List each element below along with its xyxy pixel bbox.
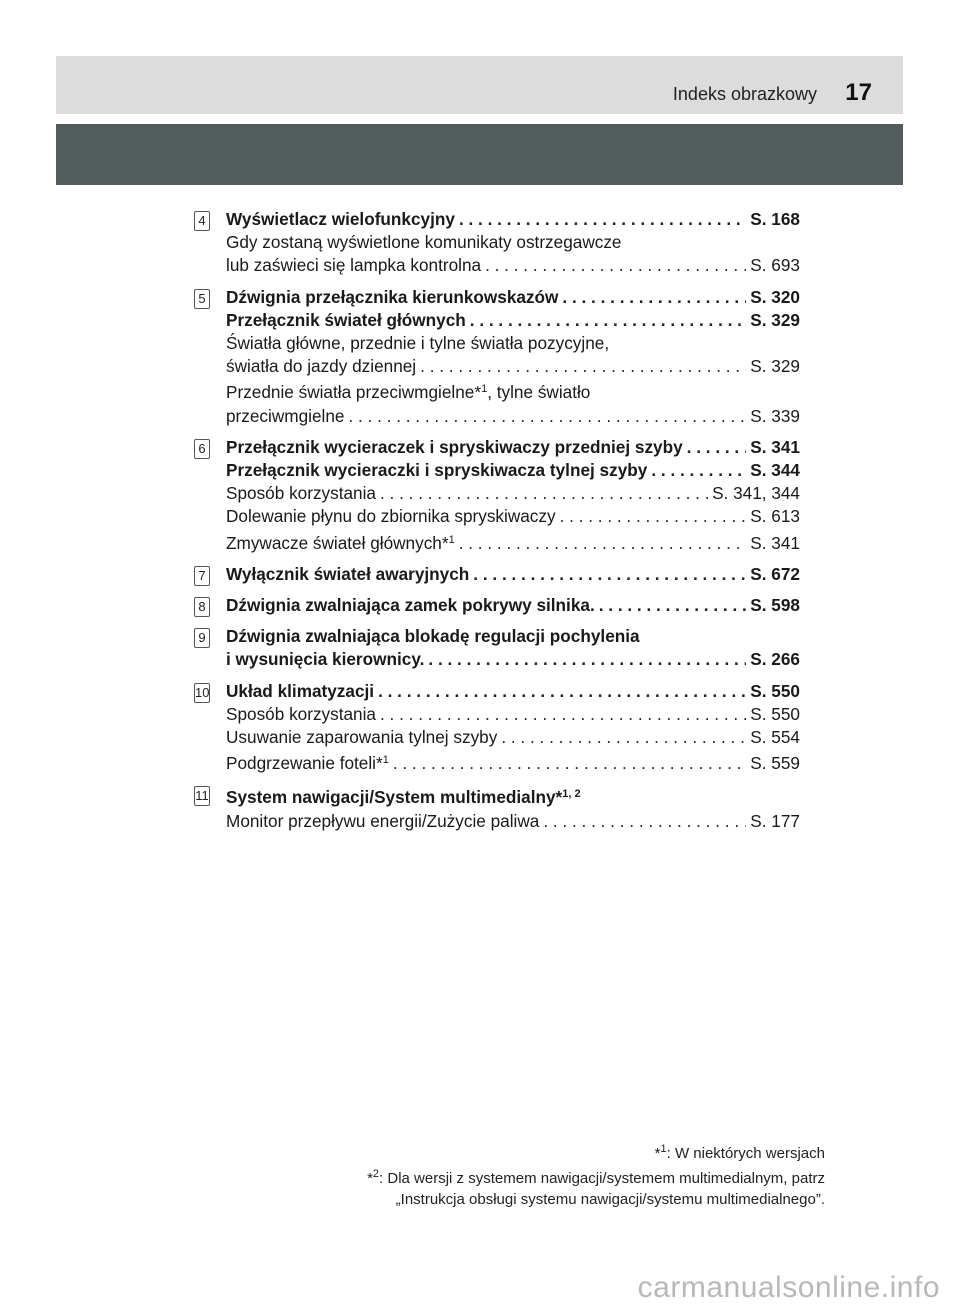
index-line — [226, 254, 800, 277]
index-line — [226, 378, 800, 404]
index-line — [226, 309, 800, 332]
page-reference: S. 339 — [750, 405, 800, 426]
index-line-text: Układ klimatyzacji — [226, 680, 375, 701]
dot-leader — [543, 810, 746, 833]
dot-leader — [651, 459, 746, 482]
page-reference: S. 168 — [750, 209, 800, 229]
entry-number-marker: 9 — [194, 628, 210, 648]
index-line — [226, 231, 800, 254]
index-line-text: i wysunięcia kierownicy. — [226, 649, 425, 670]
page-reference: S. 672 — [750, 563, 800, 584]
index-line-text: Przednie światła przeciwmgielne*$^1$, tylne światło — [226, 382, 591, 403]
index-line — [226, 594, 800, 617]
page-reference: S. 341, 344 — [712, 483, 800, 504]
index-line — [226, 625, 800, 648]
index-line — [226, 703, 800, 726]
entry-number-marker: 6 — [194, 439, 210, 459]
index-line-text: Przełącznik wycieraczek i spryskiwaczy przedniej szyby — [226, 436, 683, 457]
dot-leader — [459, 532, 747, 555]
dot-leader — [501, 726, 746, 749]
index-entry — [190, 680, 800, 776]
entry-number-marker: 4 — [194, 211, 210, 231]
index-line — [226, 783, 800, 809]
footnote-reference: 1, 2 — [562, 788, 581, 801]
page-reference: S. 266 — [750, 649, 800, 670]
entry-number-marker: 11 — [194, 786, 210, 806]
index-line-text: Przełącznik wycieraczki i spryskiwacza tylnej szyby — [226, 460, 648, 481]
index-line-text: Przełącznik świateł głównych — [226, 309, 466, 330]
image-placeholder-band — [56, 124, 903, 185]
footnote-reference: 1 — [448, 533, 455, 546]
index-line-text: przeciwmgielne — [226, 405, 345, 426]
dot-leader — [470, 309, 747, 332]
index-line-text: Światła główne, przednie i tylne światła pozycyjne, — [226, 333, 610, 354]
index-line-text: Sposób korzystania — [226, 483, 376, 504]
footnotes — [367, 1139, 825, 1210]
index-line-text: Wyłącznik świateł awaryjnych — [226, 563, 470, 584]
page-reference: S. 177 — [750, 810, 800, 831]
index-entry — [190, 436, 800, 555]
page-reference: S. 320 — [750, 286, 800, 307]
footnote-2: *$^2$: Dla wersji z systemem nawigacji/systemem multimedialnym, patrz — [367, 1168, 825, 1187]
entry-number-marker: 5 — [194, 289, 210, 309]
index-line-text: Usuwanie zaparowania tylnej szyby — [226, 727, 498, 748]
entry-number-marker: 10 — [194, 683, 210, 703]
index-line — [226, 680, 800, 703]
index-line-text: Monitor przepływu energii/Zużycie paliwa — [226, 810, 540, 831]
index-entry — [190, 563, 800, 586]
page-reference: S. 341 — [750, 436, 800, 457]
index-line-text: Dźwignia zwalniająca blokadę regulacji pochylenia — [226, 626, 640, 647]
page-reference: S. 554 — [750, 727, 800, 748]
index-line — [226, 355, 800, 378]
index-entry — [190, 625, 800, 671]
index-line — [226, 648, 800, 671]
dot-leader — [420, 355, 746, 378]
index-entry — [190, 286, 800, 428]
index-line — [226, 405, 800, 428]
index-line — [226, 482, 800, 505]
index-line — [226, 726, 800, 749]
index-line — [226, 208, 800, 231]
dot-leader — [380, 482, 708, 505]
dot-leader — [485, 254, 746, 277]
index-line — [226, 810, 800, 833]
index-line-text: światła do jazdy dziennej — [226, 356, 417, 377]
index-entry — [190, 594, 800, 617]
dot-leader — [378, 680, 746, 703]
index-line — [226, 332, 800, 355]
page-reference: S. 550 — [750, 703, 800, 724]
index-line-text: lub zaświeci się lampka kontrolna — [226, 255, 482, 276]
footnote-1: *$^1$: W niektórych wersjach — [654, 1143, 825, 1162]
footnote-reference: 1 — [382, 754, 389, 767]
page-number: 17 — [845, 79, 872, 106]
page-reference: S. 598 — [750, 595, 800, 616]
index-entry — [190, 208, 800, 278]
page-reference: S. 344 — [750, 460, 800, 481]
index-line-text: Dźwignia przełącznika kierunkowskazów — [226, 286, 559, 307]
footnote-reference: 1 — [481, 383, 488, 396]
dot-leader — [428, 648, 746, 671]
index-line — [226, 436, 800, 459]
page-reference: S. 693 — [750, 255, 800, 276]
index-line-text: Gdy zostaną wyświetlone komunikaty ostrzegawcze — [226, 232, 622, 253]
page-reference: S. 329 — [750, 356, 800, 377]
page-reference: S. 559 — [750, 753, 800, 774]
page-reference: S. 613 — [750, 506, 800, 527]
index-line-text: Wyświetlacz wielofunkcyjny — [226, 209, 455, 229]
index-line-text: Sposób korzystania — [226, 703, 376, 724]
index-line — [226, 563, 800, 586]
entry-number-marker: 7 — [194, 566, 210, 586]
index-line — [226, 529, 800, 555]
page-reference: S. 550 — [750, 680, 800, 701]
index-line-text: System nawigacji/System multimedialny*$^{1, 2}$ — [226, 787, 581, 808]
index-list — [190, 208, 800, 841]
index-line-text: Podgrzewanie foteli*$^1$ — [226, 753, 389, 774]
index-line — [226, 749, 800, 775]
page-reference: S. 341 — [750, 532, 800, 553]
dot-leader — [380, 703, 746, 726]
dot-leader — [562, 286, 746, 309]
dot-leader — [348, 405, 746, 428]
dot-leader — [393, 752, 746, 775]
index-line-text: Zmywacze świateł głównych*$^1$ — [226, 532, 455, 553]
page-reference: S. 329 — [750, 309, 800, 330]
index-line-text: Dolewanie płynu do zbiornika spryskiwaczy — [226, 506, 556, 527]
dot-leader — [599, 594, 747, 617]
watermark: carmanualsonline.info — [637, 1271, 940, 1304]
footnote-2-continuation: „Instrukcja obsługi systemu nawigacji/systemu multimedialnego”. — [395, 1191, 825, 1208]
index-entry — [190, 783, 800, 832]
entry-number-marker: 8 — [194, 597, 210, 617]
dot-leader — [560, 505, 747, 528]
index-line — [226, 459, 800, 482]
index-line — [226, 286, 800, 309]
section-title: Indeks obrazkowy — [672, 84, 817, 104]
index-line — [226, 505, 800, 528]
dot-leader — [473, 563, 746, 586]
index-line-text: Dźwignia zwalniająca zamek pokrywy silnika. — [226, 595, 595, 616]
dot-leader — [687, 436, 747, 459]
dot-leader — [459, 208, 746, 231]
